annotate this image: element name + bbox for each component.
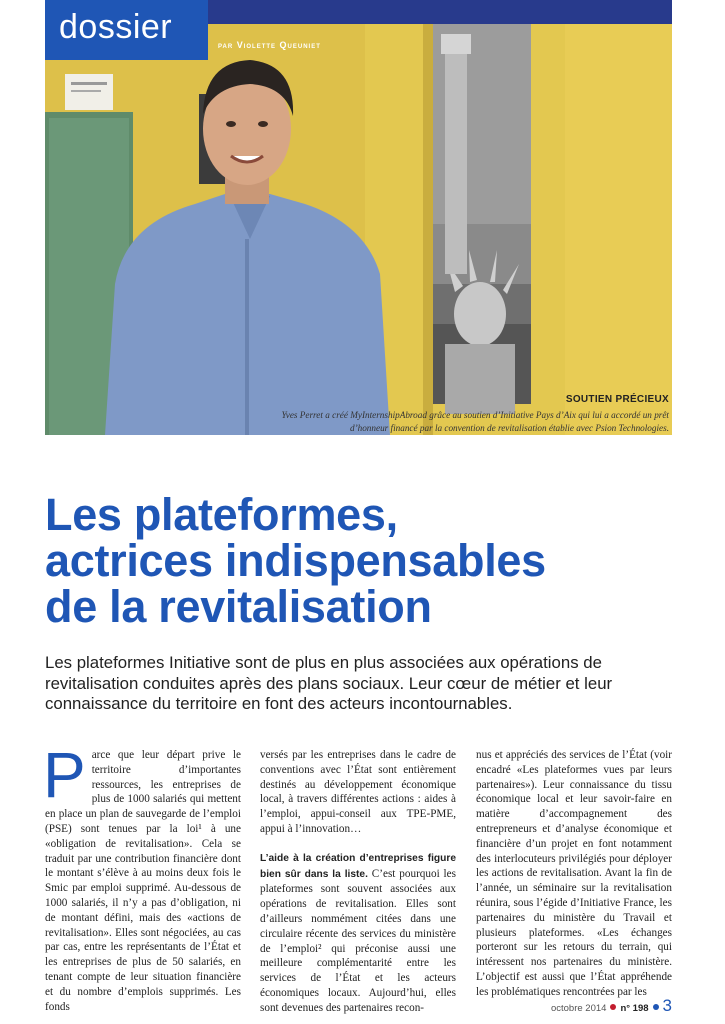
issue-date: octobre 2014	[550, 1003, 607, 1014]
body-subhead: L’aide à la création d’entreprises figure bien sûr dans la liste.	[260, 852, 456, 880]
body-text-2b: C’est pourquoi les plateformes sont souvent associées aux opérations de revitalisation. Elles sont d’ailleurs nommément citées dans une circulaire récente des services du ministère de l’emploi² qui préconise aussi une meilleure complémentarité entre les services de l’État et les acteurs économiques locaux. Aujourd’hui, elles sont devenues des partenaires recon-	[260, 867, 456, 1014]
headline-line-3: de la revitalisation	[45, 581, 432, 632]
body-text-1: arce que leur départ prive le territoire d’importantes ressources, les entreprises de plus de 1000 salariés qui mettent en place un plan de sauvegarde de l’emploi (PSE) sont tenues par la loi¹ à une «obligation de revitalisation». Cela se traduit par une contribution financière dont le montant s’élève à au moins deux fois le Smic par emploi supprimé. Au-dessous de 1000 salariés, il n’y a pas d’obligation, ni de montant défini, mais des «actions de revitalisation». Elles sont négociées, au cas par cas, entre les représentants de l’État et les entreprises de plus de 50 salariés, en tenant compte de leur situation financière et du nombre d’emplois supprimés. Les fonds	[45, 749, 241, 1013]
article-headline	[45, 489, 685, 632]
body-column-1	[43, 739, 241, 1014]
page-footer	[551, 996, 672, 1016]
body-column-3	[476, 748, 672, 1000]
byline: par Violette Queuniet	[218, 40, 321, 50]
body-text-3: nus et appréciés des services de l’État (voir encadré «Les plateformes vues par leurs partenaires»). Leur connaissance du tissu économique local et leur savoir-faire en matière d’accompagnement des entrepreneurs et d’analyse économique et financière d’un projet en font notamment des interlocuteurs privilégiés pour déployer les actions de revitalisation. Avant la fin de l’année, un séminaire sur la revitalisation réunira, sous l’égide d’Initiative France, les partenaires du ministère du Travail et plusieurs plateformes. «Les échanges porteront sur les retours du terrain, qui intéressent nos partenaires du ministère. L’objectif est aussi que l’État appréhende les problématiques rencontrées par les	[476, 749, 672, 998]
caption-title: SOUTIEN PRÉCIEUX	[565, 394, 669, 405]
section-tab	[45, 0, 208, 60]
blue-dot-icon	[653, 1004, 659, 1010]
photo-caption: Yves Perret a créé MyInternshipAbroad grâce au soutien d’Initiative Pays d’Aix qui lui a accordé un prêt d’honneur financé par la convention de revitalisation établie avec Psion Technologies.	[281, 410, 669, 433]
issue-number: n° 198	[620, 1003, 649, 1014]
red-dot-icon	[610, 1004, 616, 1010]
headline-line-2: actrices indispensables	[45, 535, 546, 586]
article-lead: Les plateformes Initiative sont de plus en plus associées aux opérations de revitalisation conduites après des plans sociaux. Leur cœur de métier et leur connaissance du territoire en font des acteurs incontournables.	[45, 653, 613, 713]
drop-cap: P	[43, 739, 86, 811]
headline-line-1: Les plateformes,	[45, 489, 398, 540]
header-band	[208, 0, 672, 24]
body-column-2	[260, 748, 456, 1016]
body-text-2a: versés par les entreprises dans le cadre de conventions avec l’État sont entièrement destinés au développement économique local, à travers différentes actions : aides à l’emploi, appui-conseil aux TPE-PME, appui à l’innovation…	[260, 749, 456, 835]
section-label: dossier	[59, 8, 173, 46]
page-number: 3	[662, 996, 672, 1015]
portrait-photo	[45, 24, 672, 435]
